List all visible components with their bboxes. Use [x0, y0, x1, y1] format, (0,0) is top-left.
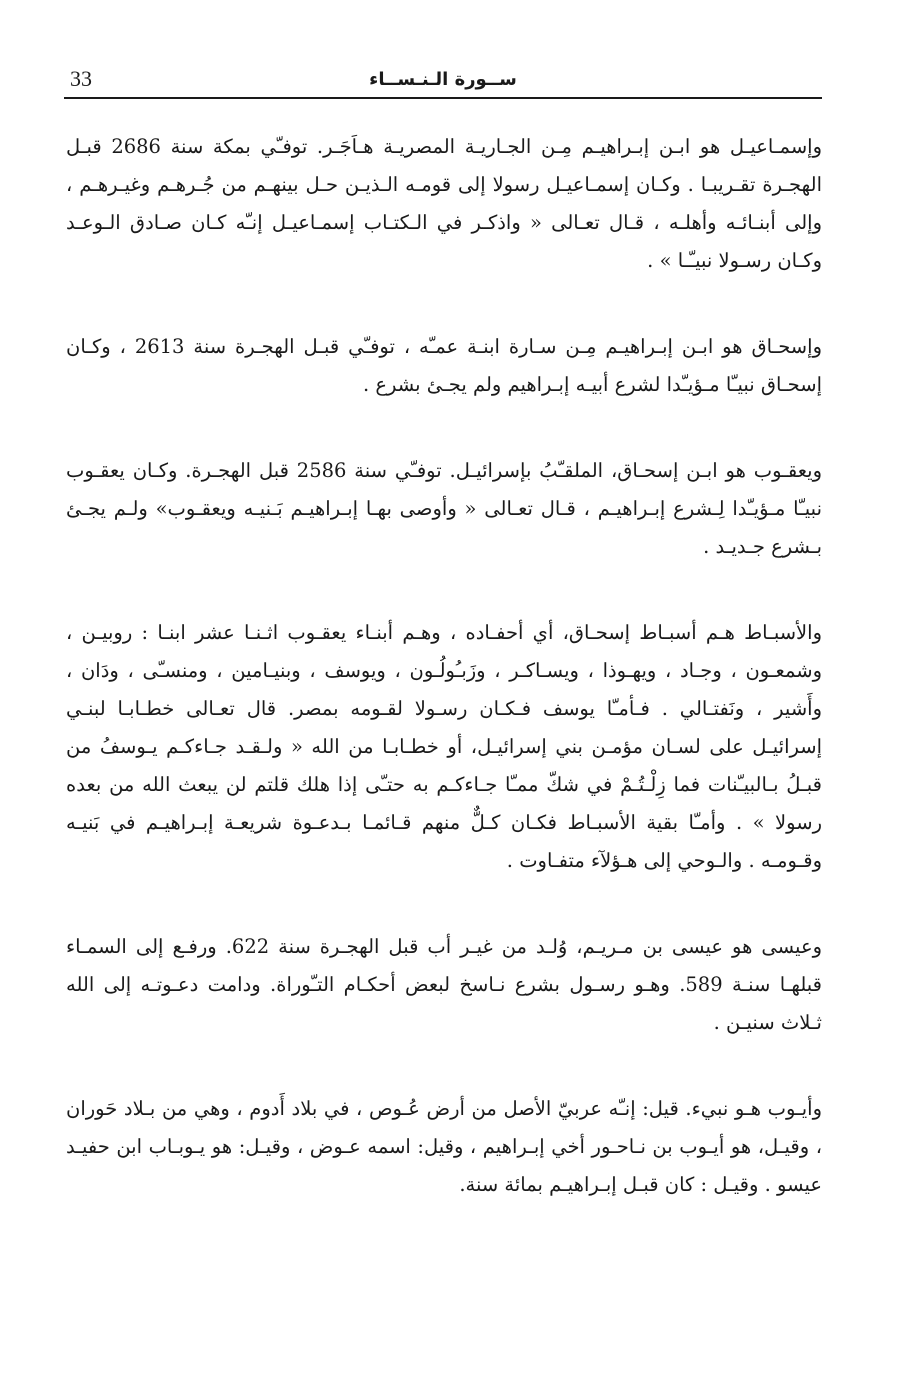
paragraph-ayyub: وأيـوب هـو نبيء. قيل: إنـّه عربيّ الأصل من أرض عُـوص ، في بلاد أَدوم ، وهي من بـلاد حَوران ، وقيـل، هو أيـوب بن نـاحـور أخي إبـراهيم ، وقيل: اسمه عـوض ، وقيـل: هو يـوبـاب ابن حفيـد عيسو . وقيـل : كان قبـل إبـراهيـم بمائة سنة. [66, 1097, 822, 1196]
page-header [64, 66, 822, 100]
page-number: 33 [70, 66, 92, 91]
paragraph-yaqub: ويعقـوب هو ابـن إسحـاق، الملقـّبُ بإسرائيـل. توفـّي سنة 2586 قبل الهجـرة. وكـان يعقـوب نبيـّا مـؤيـّدا لِـشرع إبـراهيـم ، قـال تعـالى « وأوصى بهـا إبـراهيـم بَـنيـه ويعقـوب» ولـم يجـئ بـشرع جـديـد . [66, 459, 822, 558]
paragraph-isa: وعيسى هو عيسى بن مـريـم، وُلـد من غيـر أب قبل الهجـرة سنة 622. ورفـع إلى السمـاء قبلهـا سنـة 589. وهـو رسـول بشرع نـاسخ لبعض أحكـام التـّوراة. ودامت دعـوتـه إلى الله ثـلاث سنيـن . [66, 935, 822, 1034]
paragraph-ismail: وإسمـاعيـل هو ابـن إبـراهيـم مِـن الجـاريـة المصريـة هـاَجَـر. توفـّي بمكة سنة 2686 قبـل الهجـرة تقـريبـا . وكـان إسمـاعيـل رسولا إلى قومـه الـذيـن حـل بينهـم من جُـرهـم وغيـرهـم ، وإلى أبنـائـه وأهلـه ، قـال تعـالى « واذكـر في الـكتـاب إسمـاعيـل إنـّه كـان صـادق الـوعـد وكـان رسـولا نبيـّـا » . [66, 135, 822, 272]
page-body [66, 128, 822, 1252]
paragraph-ishaq: وإسحـاق هو ابـن إبـراهيـم مِـن سـارة ابنـة عمـّه ، توفـّي قبـل الهجـرة سنة 2613 ، وكـان إسحـاق نبيـّا مـؤيـّدا لشرع أبيـه إبـراهيم ولم يجـئ بشرع . [66, 335, 822, 396]
running-title: ســورة الـنـســاء [369, 69, 517, 90]
header-rule [64, 97, 822, 99]
paragraph-asbat: والأسبـاط هـم أسبـاط إسحـاق، أي أحفـاده ، وهـم أبنـاء يعقـوب اثـنـا عشر ابنـا : روبيـن ، وشمعـون ، وجـاد ، ويهـوذا ، ويسـاكـر ، وزَبـُولُـون ، ويوسف ، وبنيـامين ، ومنسـّى ، ودَان ، وأَشير ، ونَفتـالي . فـأمـّا يوسف فـكـان رسـولا لقـومه بمصر. قال تعـالى خطـابـا لبنـي إسرائيـل على لسـان مؤمـن بني إسرائيـل، أو خطـابـا من الله « ولـقـد جـاءكـم يـوسفُ من قبـلُ بـالبيـّنات فما زِلْـتُـمْ في شكّ ممـّا جـاءكـم به حتـّى إذا هلك قلتم لن يبعث الله من بعده رسولا » . وأمـّا بقية الأسبـاط فكـان كـلٌّ منهم قـائمـا بـدعـوة شريعـة إبـراهيـم في بَنيـه وقـومـه . والـوحي إلى هـؤلآء متفـاوت . [66, 621, 822, 872]
